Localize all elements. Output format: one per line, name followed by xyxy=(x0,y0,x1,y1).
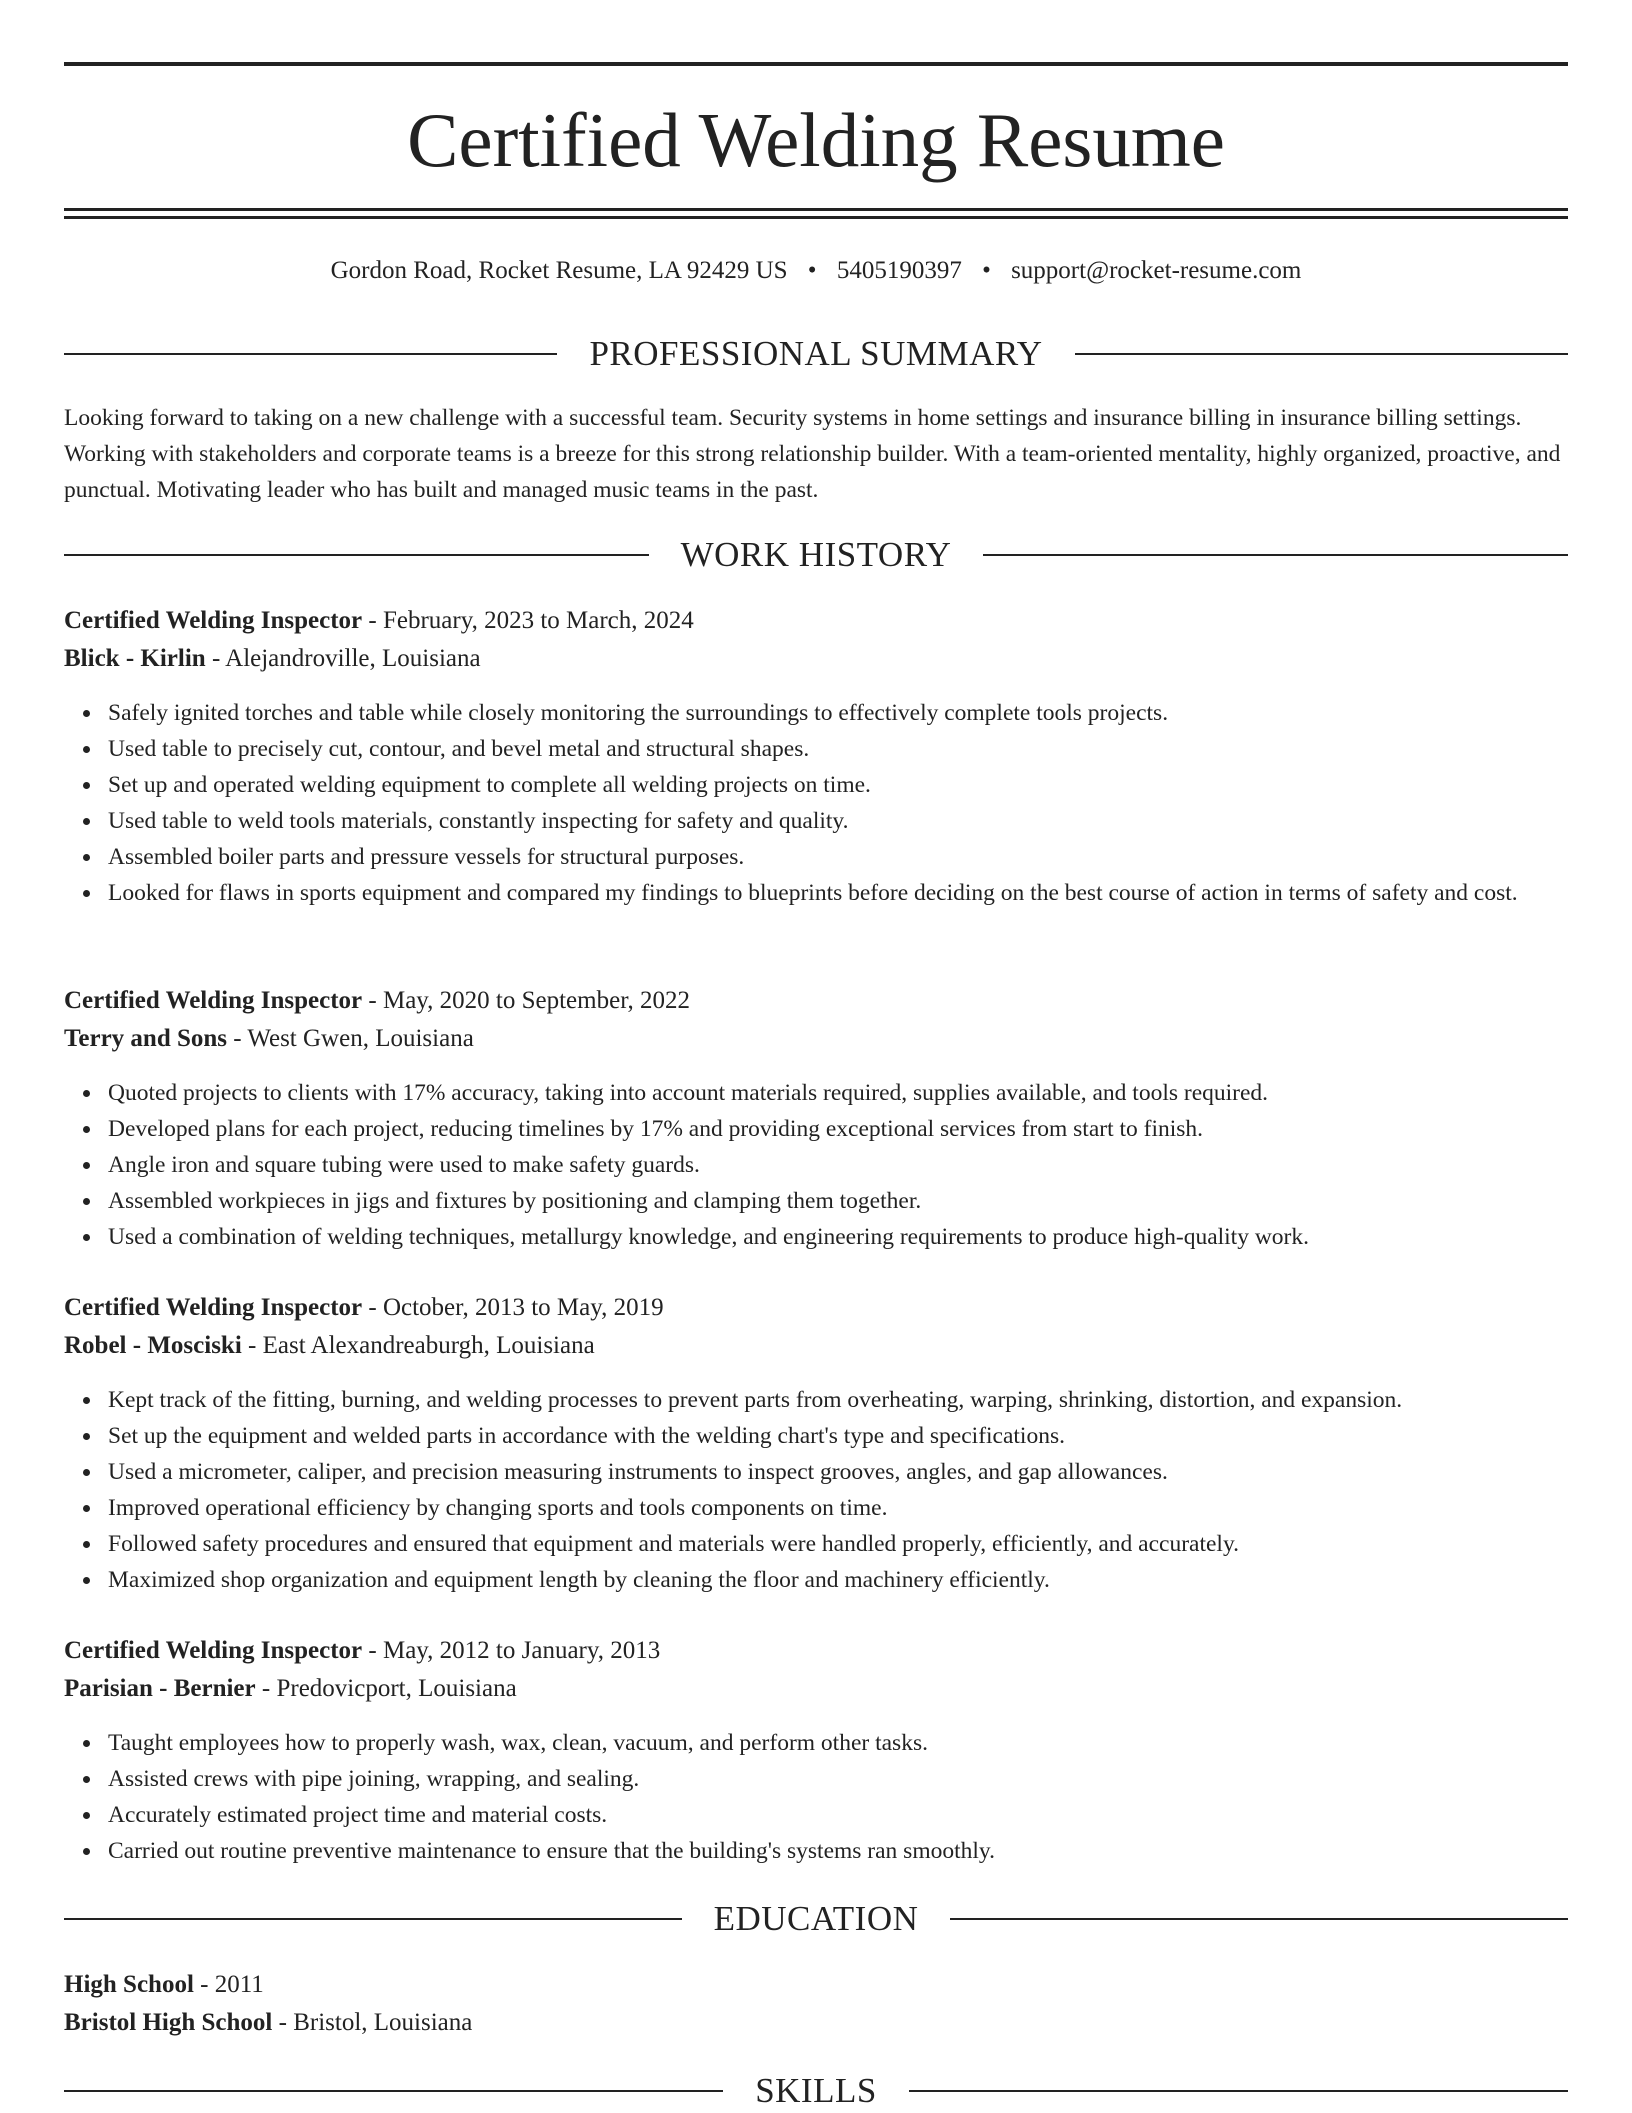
section-rule-right xyxy=(983,554,1568,556)
job-bullet: Used a micrometer, caliper, and precision measuring instruments to inspect grooves, angles, and gap allowances. xyxy=(108,1454,1568,1490)
header-bottom-rule-double xyxy=(64,216,1568,219)
job-company: Parisian - Bernier xyxy=(64,1675,256,1702)
contact-line xyxy=(64,253,1568,289)
job-bullet: Looked for flaws in sports equipment and compared my findings to blueprints before deciding on the best course of action in terms of safety and cost. xyxy=(108,875,1568,911)
section-rule-right xyxy=(1075,353,1568,355)
job-title-line xyxy=(64,982,1568,1020)
job-bullet: Assembled boiler parts and pressure vessels for structural purposes. xyxy=(108,839,1568,875)
job-bullet-list xyxy=(64,1725,1568,1869)
job-title-line xyxy=(64,602,1568,640)
job-dates: - May, 2020 to September, 2022 xyxy=(362,987,691,1014)
education-location: - Bristol, Louisiana xyxy=(272,2009,473,2036)
section-title-education: EDUCATION xyxy=(713,1899,919,1938)
job-bullet-list xyxy=(64,1075,1568,1255)
job-bullet-list xyxy=(64,695,1568,911)
job-location: - East Alexandreaburgh, Louisiana xyxy=(241,1332,595,1359)
job-bullet: Maximized shop organization and equipment length by cleaning the floor and machinery efficiently. xyxy=(108,1562,1568,1598)
section-rule-right xyxy=(909,2090,1568,2092)
education-year: - 2011 xyxy=(193,1971,264,1998)
contact-separator: • xyxy=(982,257,991,284)
job-location: - West Gwen, Louisiana xyxy=(227,1025,474,1052)
section-rule-left xyxy=(64,2090,723,2092)
job-bullet: Improved operational efficiency by changing sports and tools components on time. xyxy=(108,1490,1568,1526)
section-header-skills xyxy=(64,2069,1568,2113)
education-school-line xyxy=(64,2004,1568,2042)
job-bullet: Quoted projects to clients with 17% accuracy, taking into account materials required, supplies available, and tools required. xyxy=(108,1075,1568,1111)
job-dates: - May, 2012 to January, 2013 xyxy=(362,1637,661,1664)
job-title-line xyxy=(64,1632,1568,1670)
job-location: - Predovicport, Louisiana xyxy=(255,1675,517,1702)
job-company: Robel - Mosciski xyxy=(64,1332,242,1359)
job-bullet: Used a combination of welding techniques, metallurgy knowledge, and engineering requirements to produce high-quality work. xyxy=(108,1219,1568,1255)
job-company-line xyxy=(64,1327,1568,1365)
resume-title: Certified Welding Resume xyxy=(407,97,1225,183)
job-bullet: Assembled workpieces in jigs and fixtures by positioning and clamping them together. xyxy=(108,1183,1568,1219)
header-bottom-rule xyxy=(64,208,1568,211)
job-company: Terry and Sons xyxy=(64,1025,228,1052)
section-header-work-history xyxy=(64,533,1568,577)
section-rule-right xyxy=(950,1918,1568,1920)
section-rule-left xyxy=(64,1918,682,1920)
job-bullet: Assisted crews with pipe joining, wrapping, and sealing. xyxy=(108,1761,1568,1797)
section-header-summary xyxy=(64,332,1568,376)
section-title-summary: PROFESSIONAL SUMMARY xyxy=(589,334,1043,373)
job-title: Certified Welding Inspector xyxy=(64,607,363,634)
job-bullet: Kept track of the fitting, burning, and welding processes to prevent parts from overheating, warping, shrinking, distortion, and expansion. xyxy=(108,1382,1568,1418)
summary-text: Looking forward to taking on a new challenge with a successful team. Security systems in home settings and insurance billing in insurance billing settings. Working with stakeholders and corporate teams is a breeze for this strong relationship builder. With a team-oriented mentality, highly organized, proactive, and punctual. Motivating leader who has built and managed music teams in the past. xyxy=(64,405,1561,503)
job-bullet: Taught employees how to properly wash, wax, clean, vacuum, and perform other tasks. xyxy=(108,1725,1568,1761)
job-bullet: Carried out routine preventive maintenance to ensure that the building's systems ran smoothly. xyxy=(108,1833,1568,1869)
job-title: Certified Welding Inspector xyxy=(64,1294,363,1321)
section-title-skills: SKILLS xyxy=(755,2071,877,2110)
job-title-line xyxy=(64,1289,1568,1327)
job-bullet: Safely ignited torches and table while closely monitoring the surroundings to effectively complete tools projects. xyxy=(108,695,1568,731)
contact-email: support@rocket-resume.com xyxy=(1011,257,1302,284)
section-rule-left xyxy=(64,353,557,355)
job-dates: - October, 2013 to May, 2019 xyxy=(362,1294,664,1321)
job-title: Certified Welding Inspector xyxy=(64,1637,363,1664)
section-title-work-history: WORK HISTORY xyxy=(680,535,952,574)
education-school: Bristol High School xyxy=(64,2009,273,2036)
section-header-education xyxy=(64,1897,1568,1941)
job-bullet: Used table to weld tools materials, constantly inspecting for safety and quality. xyxy=(108,803,1568,839)
job-company-line xyxy=(64,640,1568,678)
job-location: - Alejandroville, Louisiana xyxy=(205,645,481,672)
section-rule-left xyxy=(64,554,649,556)
education-degree: High School xyxy=(64,1971,194,1998)
contact-phone: 5405190397 xyxy=(836,257,962,284)
job-company-line xyxy=(64,1020,1568,1058)
job-bullet: Developed plans for each project, reducing timelines by 17% and providing exceptional services from start to finish. xyxy=(108,1111,1568,1147)
contact-separator: • xyxy=(807,257,817,284)
job-bullet: Set up the equipment and welded parts in accordance with the welding chart's type and specifications. xyxy=(108,1418,1568,1454)
contact-address: Gordon Road, Rocket Resume, LA 92429 US xyxy=(330,257,788,284)
job-bullet: Used table to precisely cut, contour, and bevel metal and structural shapes. xyxy=(108,731,1568,767)
education-degree-line xyxy=(64,1966,1568,2004)
job-bullet: Angle iron and square tubing were used to make safety guards. xyxy=(108,1147,1568,1183)
job-bullet: Set up and operated welding equipment to complete all welding projects on time. xyxy=(108,767,1568,803)
job-company-line xyxy=(64,1670,1568,1708)
job-bullet: Accurately estimated project time and material costs. xyxy=(108,1797,1568,1833)
job-company: Blick - Kirlin xyxy=(64,645,206,672)
job-dates: - February, 2023 to March, 2024 xyxy=(362,607,694,634)
job-title: Certified Welding Inspector xyxy=(64,987,363,1014)
job-bullet: Followed safety procedures and ensured that equipment and materials were handled properly, efficiently, and accurately. xyxy=(108,1526,1568,1562)
job-bullet-list xyxy=(64,1382,1568,1598)
header-top-rule xyxy=(64,62,1568,66)
